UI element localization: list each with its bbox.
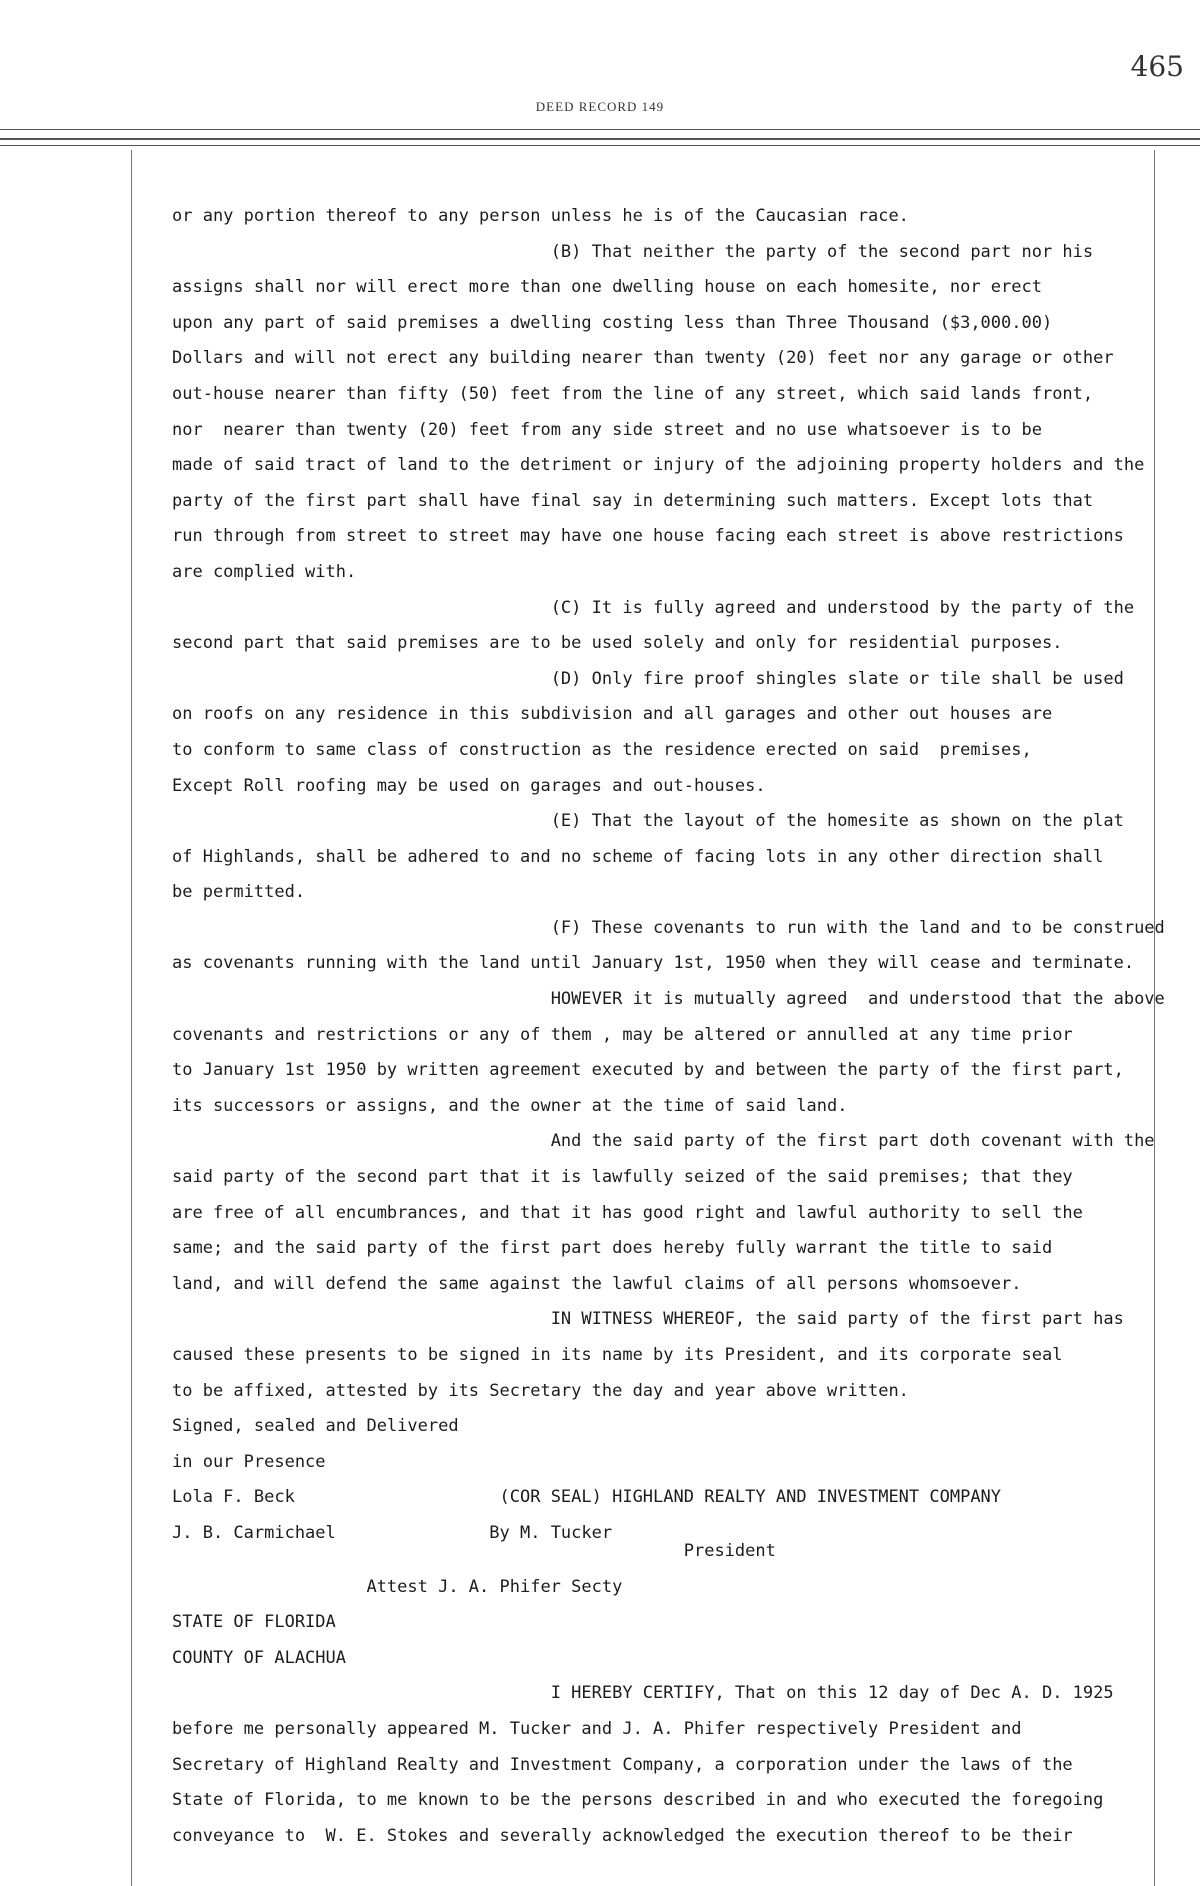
text-line: conveyance to W. E. Stokes and severally acknowledged the execution thereof to be their (172, 1825, 1073, 1846)
text-line: IN WITNESS WHEREOF, the said party of the first part has (550, 1309, 1124, 1330)
text-line: land, and will defend the same against the lawful claims of all persons whomsoever. (172, 1273, 1022, 1294)
text-line: to be affixed, attested by its Secretary the day and year above written. (172, 1380, 909, 1401)
text-line: (D) Only fire proof shingles slate or tile shall be used (550, 668, 1124, 689)
text-line: J. B. Carmichael By M. Tucker (172, 1522, 613, 1543)
text-line: (B) That neither the party of the second part nor his (550, 241, 1094, 262)
text-line: HOWEVER it is mutually agreed and understood that the above (550, 989, 1165, 1010)
text-line: State of Florida, to me known to be the persons described in and who executed the foregoing (172, 1790, 1104, 1811)
header-rule-bottom (0, 145, 1200, 146)
text-line: (C) It is fully agreed and understood by the party of the (550, 597, 1135, 618)
text-line: its successors or assigns, and the owner at the time of said land. (172, 1095, 848, 1116)
text-line: made of said tract of land to the detriment or injury of the adjoining property holders and the (172, 455, 1145, 476)
header-rule-middle (0, 138, 1200, 140)
text-line: to conform to same class of construction as the residence erected on said premises, (172, 739, 1032, 760)
header-rule-top (0, 129, 1200, 130)
text-line: And the said party of the first part doth covenant with the (550, 1131, 1155, 1152)
text-line: said party of the second part that it is lawfully seized of the said premises; that they (172, 1167, 1073, 1188)
text-line: of Highlands, shall be adhered to and no scheme of facing lots in any other direction shall (172, 846, 1104, 867)
text-line: out-house nearer than fifty (50) feet from the line of any street, which said lands front, (172, 383, 1094, 404)
text-line: Secretary of Highland Realty and Investment Company, a corporation under the laws of the (172, 1754, 1073, 1775)
text-line: Dollars and will not erect any building nearer than twenty (20) feet nor any garage or other (172, 348, 1114, 369)
text-line: same; and the said party of the first part does hereby fully warrant the title to said (172, 1238, 1053, 1259)
page-number: 465 (1130, 50, 1184, 83)
text-line: Signed, sealed and Delivered (172, 1416, 459, 1437)
text-line: as covenants running with the land until January 1st, 1950 when they will cease and terminate. (172, 953, 1135, 974)
text-line: are complied with. (172, 561, 357, 582)
left-margin-rule (131, 150, 132, 1886)
running-head: DEED RECORD 149 (535, 99, 665, 114)
text-line: (E) That the layout of the homesite as shown on the plat (550, 811, 1124, 832)
text-line: Lola F. Beck (COR SEAL) HIGHLAND REALTY AND INVESTMENT COMPANY (172, 1487, 1002, 1508)
text-line: in our Presence (172, 1451, 326, 1472)
text-line: caused these presents to be signed in its name by its President, and its corporate seal (172, 1345, 1063, 1365)
text-line: COUNTY OF ALACHUA (172, 1647, 346, 1668)
text-line: second part that said premises are to be used solely and only for residential purposes. (172, 633, 1063, 654)
deed-body-text (172, 199, 1182, 1854)
text-line: assigns shall nor will erect more than one dwelling house on each homesite, nor erect (172, 277, 1042, 298)
text-line: be permitted. (172, 882, 306, 903)
text-line: President (683, 1540, 776, 1561)
text-line: Except Roll roofing may be used on garages and out-houses. (172, 775, 766, 796)
text-line: upon any part of said premises a dwelling costing less than Three Thousand ($3,000.00) (172, 312, 1053, 333)
text-line: nor nearer than twenty (20) feet from any side street and no use whatsoever is to be (172, 419, 1042, 440)
text-line: party of the first part shall have final say in determining such matters. Except lots that (172, 490, 1094, 511)
text-line: on roofs on any residence in this subdivision and all garages and other out houses are (172, 704, 1053, 725)
text-line: STATE OF FLORIDA (172, 1612, 336, 1633)
text-line: run through from street to street may have one house facing each street is above restrictions (172, 526, 1124, 547)
text-line: before me personally appeared M. Tucker and J. A. Phifer respectively President and (172, 1718, 1022, 1739)
text-line: Attest J. A. Phifer Secty (366, 1576, 623, 1597)
text-line: to January 1st 1950 by written agreement executed by and between the party of the first part, (172, 1060, 1124, 1081)
text-line: (F) These covenants to run with the land and to be construed (550, 917, 1165, 938)
text-line: or any portion thereof to any person unless he is of the Caucasian race. (172, 206, 909, 226)
text-line: are free of all encumbrances, and that it has good right and lawful authority to sell the (172, 1202, 1083, 1223)
text-line: I HEREBY CERTIFY, That on this 12 day of Dec A. D. 1925 (550, 1683, 1114, 1704)
text-line: covenants and restrictions or any of them , may be altered or annulled at any time prior (172, 1024, 1073, 1045)
